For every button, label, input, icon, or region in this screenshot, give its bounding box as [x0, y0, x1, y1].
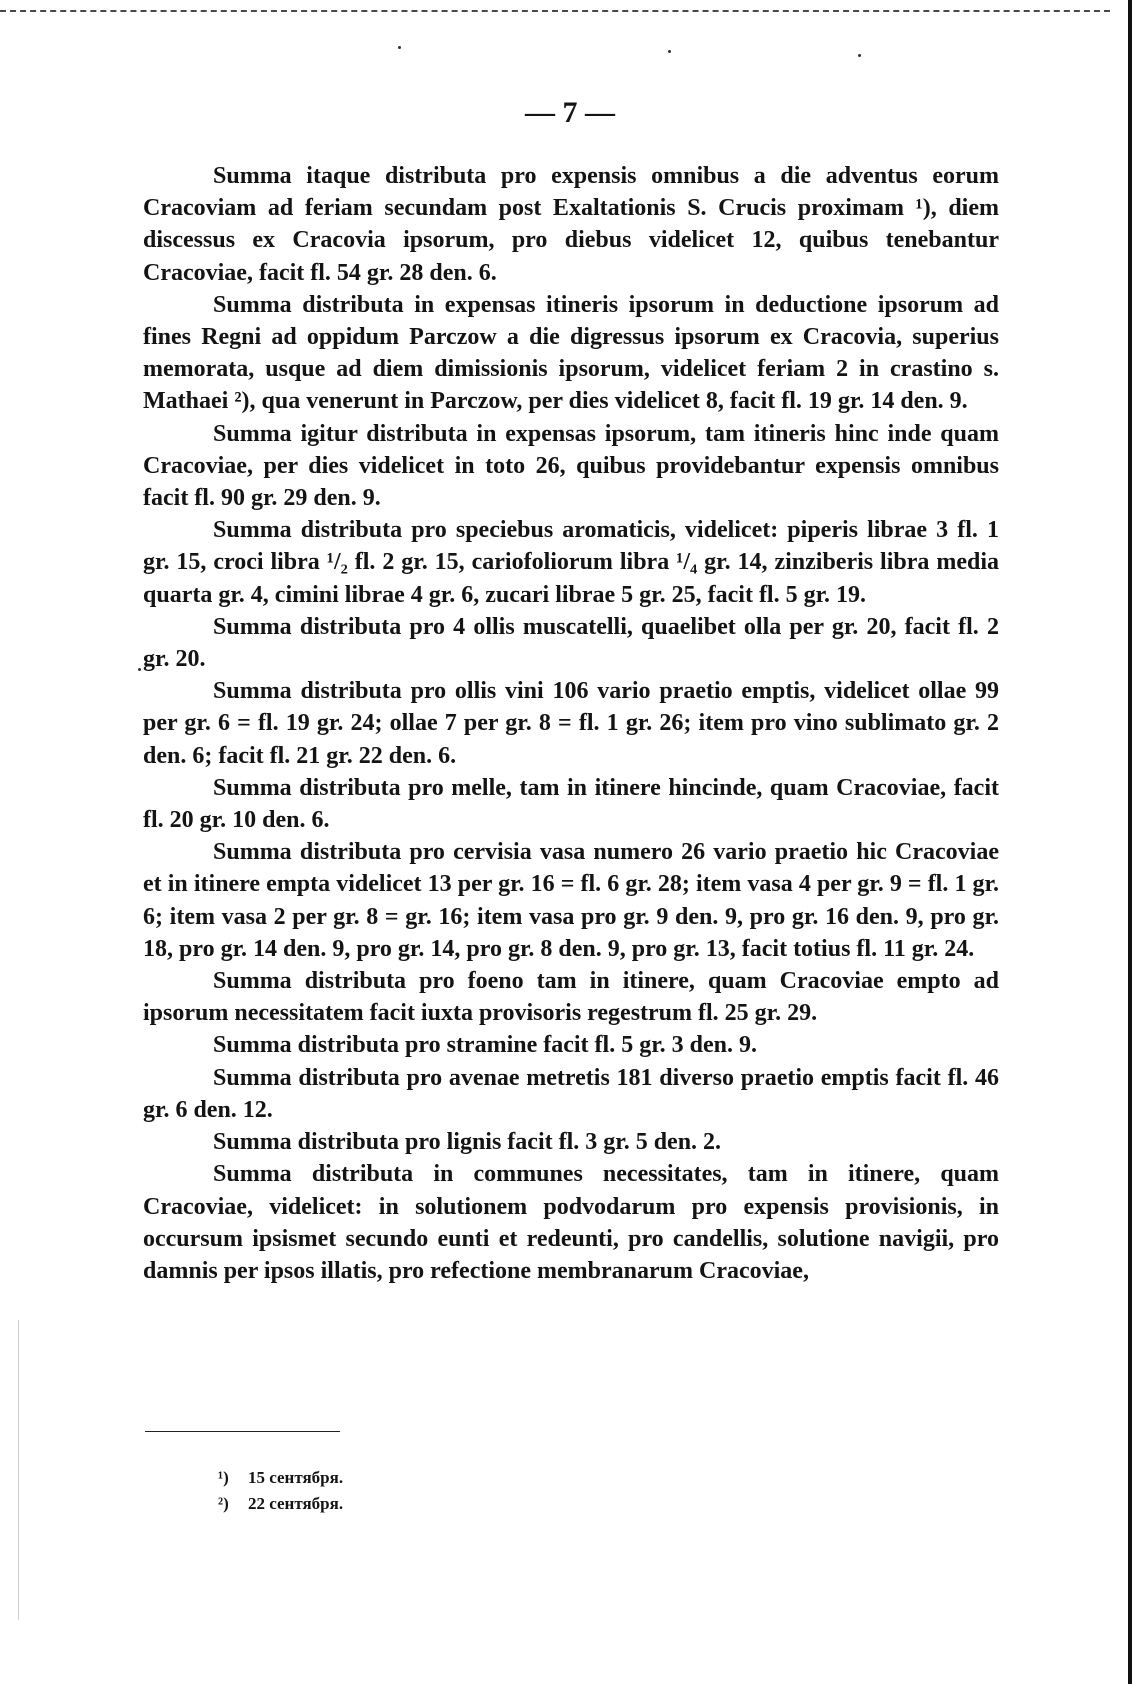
page-number: — 7 — [525, 96, 615, 129]
page-binding-edge [1128, 0, 1132, 1684]
scan-speck [858, 54, 861, 57]
expense-entry: Summa distributa pro melle, tam in itinere hincinde, quam Cracoviae, facit fl. 20 gr. 10 den. 6. [143, 774, 999, 834]
footnote-1 [218, 1465, 718, 1491]
expense-entry: Summa itaque distributa pro expensis omnibus a die adventus eorum Cracoviam ad feriam secundam post Exaltationis S. Crucis proximam ¹), diem discessus ex Cracovia ipsorum, pro diebus videlicet 12, quibus tenebantur Cracoviae, facit fl. 54 gr. 28 den. 6. [143, 163, 999, 286]
expense-entry: Summa distributa pro avenae metretis 181 diverso praetio emptis facit fl. 46 gr. 6 den. 12. [143, 1064, 999, 1123]
scan-speck [398, 46, 401, 49]
footnotes [218, 1465, 718, 1517]
footnote-text: 15 сентября. [248, 1468, 344, 1487]
scan-speck [138, 668, 141, 671]
expense-entry: Summa distributa in expensas itineris ipsorum in deductione ipsorum ad fines Regni ad oppidum Parczow a die digressus ipsorum ex Cracovia, superius memorata, usque ad diem dimissionis ipsorum, videlicet feriam 2 in crastino s. Mathaei ²), qua venerunt in Parczow, per dies videlicet 8, facit fl. 19 gr. 14 den. 9. [143, 291, 999, 415]
expense-entry: Summa distributa pro lignis facit fl. 3 gr. 5 den. 2. [213, 1129, 722, 1156]
expense-entry: Summa distributa pro cervisia vasa numero 26 vario praetio hic Cracoviae et in itinere empta videlicet 13 per gr. 16 = fl. 6 gr. 28; item vasa 4 per gr. 9 = fl. 1 gr. 6; item vasa 2 per gr. 8 = gr. 16; item vasa pro gr. 9 den. 9, pro gr. 16 den. 9, pro gr. 18, pro gr. 14 den. 9, pro gr. 14, pro gr. 8 den. 9, pro gr. 13, facit totius fl. 11 gr. 24. [143, 839, 999, 962]
expense-entry: Summa distributa pro stramine facit fl. 5 gr. 3 den. 9. [213, 1032, 758, 1059]
footnote-marker: ¹) [218, 1468, 229, 1487]
scan-speck [668, 50, 671, 53]
top-edge-rule [0, 10, 1110, 12]
expense-entry: Summa igitur distributa in expensas ipsorum, tam itineris hinc inde quam Cracoviae, per dies videlicet in toto 26, quibus providebantur expensis omnibus facit fl. 90 gr. 29 den. 9. [143, 420, 999, 512]
footnote-separator [145, 1431, 340, 1432]
footnote-2 [218, 1491, 718, 1517]
expense-entry: Summa distributa in communes necessitates, tam in itinere, quam Cracoviae, videlicet: in solutionem podvodarum pro expensis provisionis, in occursum ipsismet secundo eunti et redeunti, pro candellis, solutione navigii, pro damnis per ipsos illatis, pro refectione membranarum Cracoviae, [143, 1161, 999, 1284]
expense-entry: Summa distributa pro 4 ollis muscatelli, quaelibet olla per gr. 20, facit fl. 2 gr. 20. [143, 613, 999, 673]
expense-entry: Summa distributa pro foeno tam in itinere, quam Cracoviae empto ad ipsorum necessitatem facit iuxta provisoris regestrum fl. 25 gr. 29. [143, 968, 999, 1027]
expense-entry: Summa distributa pro ollis vini 106 vario praetio emptis, videlicet ollae 99 per gr. 6 = fl. 19 gr. 24; ollae 7 per gr. 8 = fl. 1 gr. 26; item pro vino sublimato gr. 2 den. 6; facit fl. 21 gr. 22 den. 6. [143, 678, 999, 769]
expense-entry: Summa distributa pro speciebus aromaticis, videlicet: piperis librae 3 fl. 1 gr. 15, croci libra ¹/₂ fl. 2 gr. 15, cariofoliorum libra ¹/₄ gr. 14, zinziberis libra media quarta gr. 4, cimini librae 4 gr. 6, zucari librae 5 gr. 25, facit fl. 5 gr. 19. [143, 517, 999, 608]
page-left-edge [18, 1320, 19, 1620]
document-body [143, 160, 999, 1287]
footnote-text: 22 сентября. [248, 1494, 344, 1513]
footnote-marker: ²) [218, 1494, 229, 1513]
